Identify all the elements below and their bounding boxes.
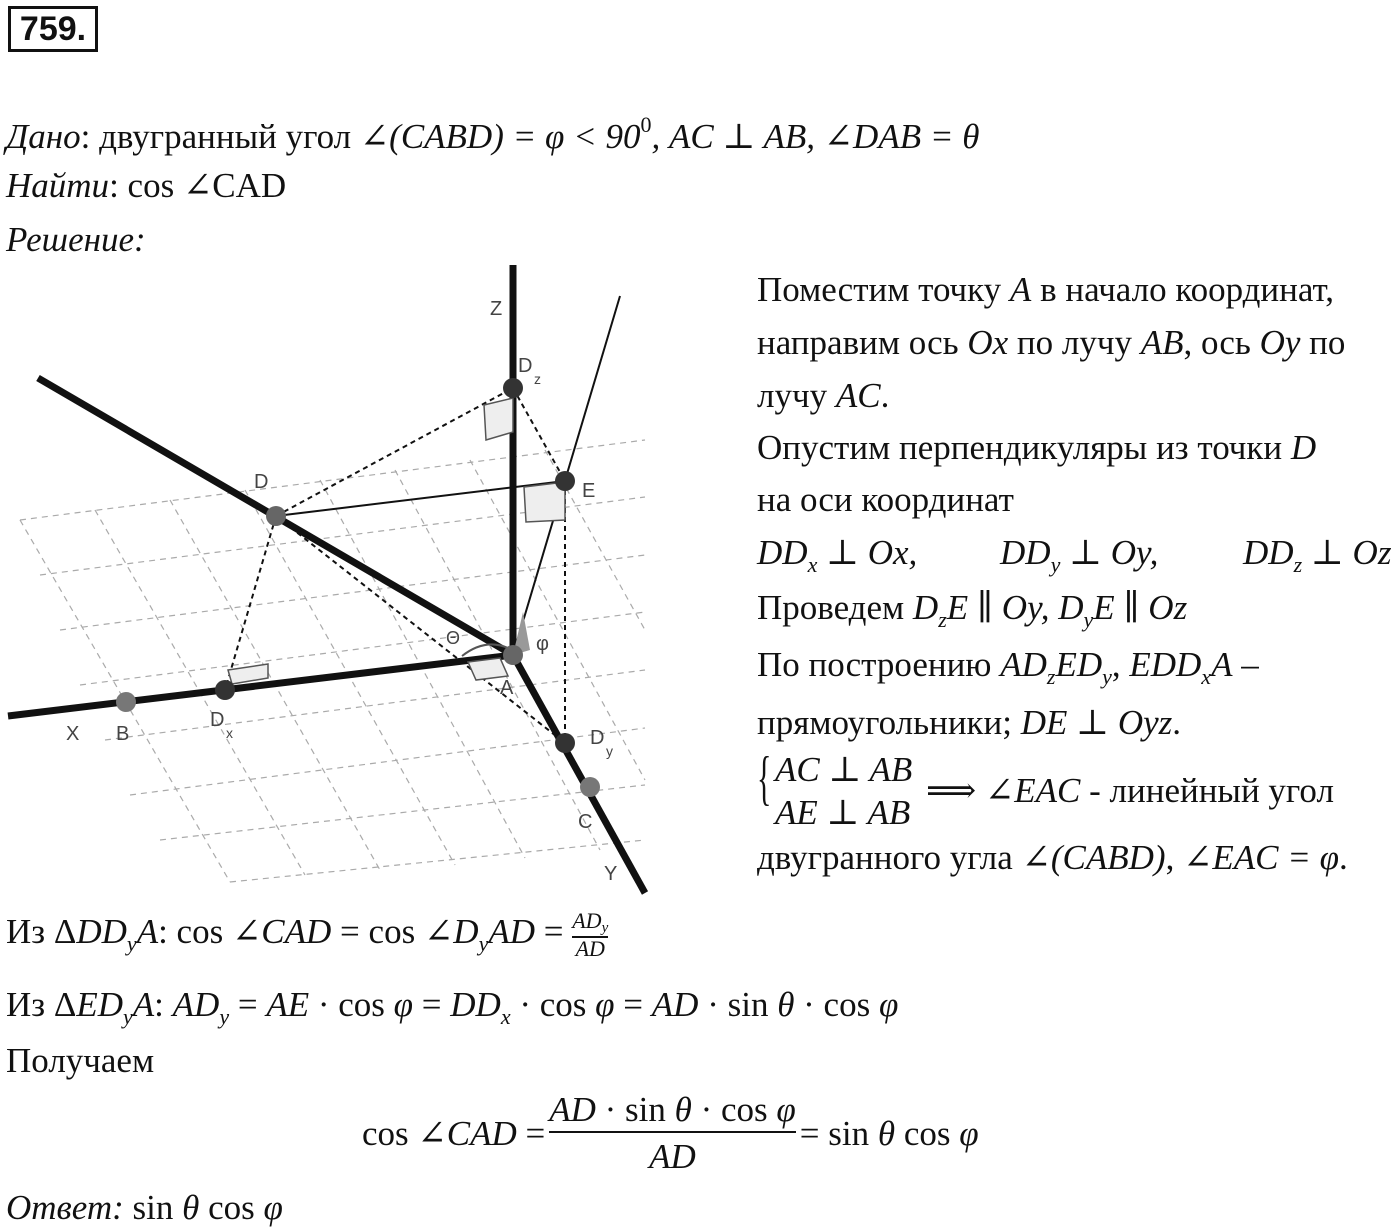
fraction-ady-ad xyxy=(572,910,608,960)
math: E ∥ Oy, xyxy=(946,588,1059,627)
math: φ xyxy=(878,985,899,1024)
math: A xyxy=(136,912,159,952)
label-e: E xyxy=(582,480,596,502)
subscript: z xyxy=(938,607,947,632)
system-conclusion xyxy=(926,773,1334,808)
final-formula xyxy=(362,1092,979,1174)
right-line-5: на оси координат xyxy=(757,480,1014,519)
label-dy-sub: y xyxy=(606,743,613,759)
text: , xyxy=(1165,838,1184,877)
text: · cos xyxy=(794,985,879,1024)
system-eq-1: AC ⊥ AB xyxy=(775,750,913,789)
text: = xyxy=(534,912,573,952)
label-phi: φ xyxy=(536,633,549,655)
label-dx: D xyxy=(210,709,225,731)
right-line-9 xyxy=(757,705,1181,740)
label-b: B xyxy=(116,723,130,745)
text: . xyxy=(1172,703,1182,742)
problem-number: 759. xyxy=(8,6,98,52)
text: , ось xyxy=(1183,323,1260,362)
label-theta: Θ xyxy=(446,628,461,648)
text: По построению xyxy=(757,645,1001,684)
answer-label: Ответ: xyxy=(6,1188,124,1227)
text: по лучу xyxy=(1008,323,1141,362)
math: CAD xyxy=(446,1113,517,1153)
given-degree: 0 xyxy=(640,112,652,137)
point-a: A xyxy=(1009,270,1032,309)
math: AD xyxy=(172,985,220,1024)
text: · sin xyxy=(595,1090,675,1129)
text: · cos xyxy=(510,985,596,1024)
right-line-1 xyxy=(757,272,1334,307)
label-x: X xyxy=(66,723,80,745)
text: лучу xyxy=(757,376,836,415)
right-line-7 xyxy=(757,590,1187,631)
math: Ox xyxy=(967,323,1009,362)
subscript: y xyxy=(478,931,489,957)
text: направим ось xyxy=(757,323,968,362)
label-a: A xyxy=(500,677,514,699)
subscript: y xyxy=(1050,552,1061,577)
derivation-line-3: Получаем xyxy=(6,1041,155,1080)
math: DD xyxy=(1243,533,1294,572)
label-dx-sub: x xyxy=(226,725,233,741)
math: D xyxy=(453,912,479,952)
right-line-4 xyxy=(757,430,1316,465)
math: φ xyxy=(263,1188,283,1227)
derivation-line-2 xyxy=(6,987,898,1028)
math: AE xyxy=(266,985,310,1024)
math: ED xyxy=(76,985,124,1024)
math: θ xyxy=(777,985,795,1024)
math: DE ⊥ Oyz xyxy=(1020,703,1173,742)
find-label: Найти xyxy=(6,166,110,205)
math: EDD xyxy=(1129,645,1202,684)
subscript: z xyxy=(1293,552,1303,577)
math: Oy xyxy=(1259,323,1301,362)
subscript: y xyxy=(601,920,609,936)
y-axis xyxy=(513,655,645,893)
math: DD xyxy=(1000,533,1051,572)
subscript: x xyxy=(500,1004,511,1029)
text: = xyxy=(229,985,267,1024)
subscript: y xyxy=(123,1004,133,1029)
label-z: Z xyxy=(490,298,503,320)
segment-de xyxy=(276,481,565,516)
math: D xyxy=(912,588,939,627)
subscript: x xyxy=(807,552,818,577)
subscript: y xyxy=(219,1004,230,1029)
subscript: y xyxy=(126,931,137,957)
text: sin xyxy=(123,1188,183,1227)
solution-label: Решение: xyxy=(6,220,146,259)
math: D xyxy=(1290,428,1317,467)
math: ∠EAC = φ xyxy=(1183,838,1340,877)
label-dz-sub: z xyxy=(534,371,541,387)
given-text: : двугранный угол xyxy=(80,117,360,156)
math: AD xyxy=(1000,645,1047,684)
right-line-3 xyxy=(757,378,889,413)
given-formula-tail: , AC ⊥ AB, ∠DAB = θ xyxy=(651,117,980,156)
given-formula: ∠(CABD) = φ < 90 xyxy=(359,117,641,156)
text: Опустим перпендикуляры из точки xyxy=(757,428,1291,467)
system-brace: { xyxy=(757,745,772,811)
subscript: x xyxy=(1201,664,1212,689)
find-text: : cos ∠CAD xyxy=(109,166,287,205)
math: ⊥ Oy, xyxy=(1060,533,1159,572)
math: φ xyxy=(595,985,615,1024)
text: : xyxy=(154,985,173,1024)
text: cos ∠ xyxy=(362,1113,447,1153)
right-line-6c xyxy=(1243,535,1391,576)
math: AD xyxy=(549,1090,596,1129)
math: A xyxy=(1211,645,1233,684)
main-fraction xyxy=(545,1092,800,1174)
given-label: Дано xyxy=(6,117,81,156)
right-line-2 xyxy=(757,325,1345,360)
numerator: AD xyxy=(572,908,602,933)
x-axis xyxy=(8,655,513,716)
math: E ∥ Oz xyxy=(1093,588,1188,627)
subscript: y xyxy=(1083,607,1094,632)
math: ⊥ Ox, xyxy=(817,533,918,572)
math: ED xyxy=(1055,645,1103,684)
math: DD xyxy=(450,985,501,1024)
text: Из Δ xyxy=(6,912,77,952)
text: Из Δ xyxy=(6,985,77,1024)
math: φ xyxy=(776,1090,796,1129)
text: · cos xyxy=(691,1090,777,1129)
text: · cos xyxy=(309,985,394,1024)
subscript: y xyxy=(1102,664,1112,689)
geometry-figure xyxy=(0,258,720,898)
right-line-11 xyxy=(757,840,1348,875)
text: по xyxy=(1300,323,1346,362)
math: CAD xyxy=(261,912,332,952)
math: θ xyxy=(182,1188,200,1227)
denominator: AD xyxy=(575,936,605,961)
text: = xyxy=(413,985,451,1024)
math: φ xyxy=(959,1113,979,1153)
math: φ xyxy=(393,985,414,1024)
text: , xyxy=(1111,645,1130,684)
text: · sin xyxy=(698,985,778,1024)
text: двугранного угла xyxy=(757,838,1022,877)
text: = sin xyxy=(799,1113,878,1153)
system-eq-2: AE ⊥ AB xyxy=(775,793,911,832)
text: = xyxy=(516,1113,546,1153)
math: ⊥ Oz xyxy=(1302,533,1392,572)
math: DD xyxy=(76,912,127,952)
math: AC xyxy=(835,376,881,415)
math: ⟹ ∠EAC xyxy=(926,771,1081,810)
math: AB xyxy=(1140,323,1184,362)
text: в начало координат, xyxy=(1031,270,1334,309)
math: AD xyxy=(651,985,699,1024)
text: = xyxy=(614,985,652,1024)
subscript: z xyxy=(1046,664,1056,689)
derivation-line-1 xyxy=(6,910,608,960)
math: θ xyxy=(877,1113,896,1153)
text: cos xyxy=(895,1113,960,1153)
text: = cos ∠ xyxy=(331,912,454,952)
label-dy: D xyxy=(590,727,605,749)
math: θ xyxy=(674,1090,692,1129)
points xyxy=(116,378,600,797)
text: Проведем xyxy=(757,588,913,627)
label-c: C xyxy=(578,811,593,833)
text: прямоугольники; xyxy=(757,703,1021,742)
given-line xyxy=(6,114,979,154)
text: : cos ∠ xyxy=(158,912,262,952)
right-line-6a xyxy=(757,535,917,576)
math: ∠(CABD) xyxy=(1021,838,1166,877)
text: cos xyxy=(199,1188,264,1227)
denominator: AD xyxy=(649,1137,696,1176)
right-line-8 xyxy=(757,647,1259,688)
text: – xyxy=(1232,645,1259,684)
text: . xyxy=(1339,838,1348,877)
label-d: D xyxy=(254,471,269,493)
label-y: Y xyxy=(604,863,618,885)
right-line-6b xyxy=(1000,535,1158,576)
text: - линейный угол xyxy=(1080,771,1334,810)
text: Поместим точку xyxy=(757,270,1010,309)
math: DD xyxy=(757,533,808,572)
math: D xyxy=(1058,588,1084,627)
answer-line xyxy=(6,1190,283,1225)
math: A xyxy=(132,985,155,1024)
math: AD xyxy=(488,912,535,952)
find-line xyxy=(6,168,286,203)
label-dz: D xyxy=(518,355,533,377)
text: . xyxy=(880,376,890,415)
